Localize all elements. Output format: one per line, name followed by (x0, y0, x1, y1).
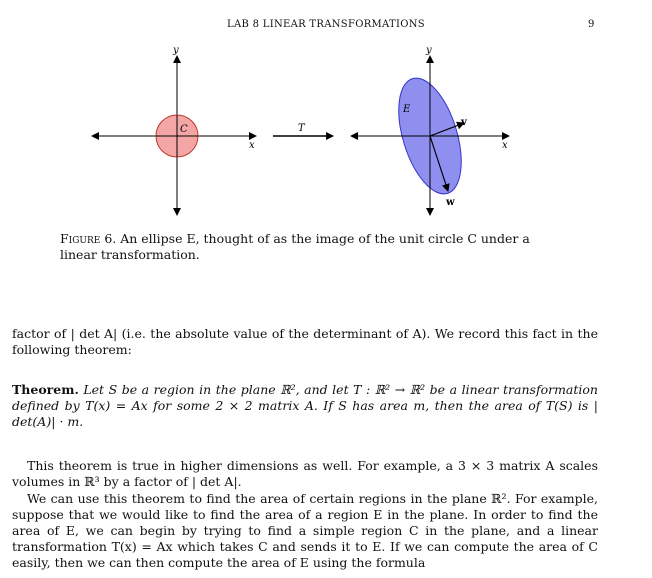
paragraph-area-method: We can use this theorem to find the area of certain regions in the plane ℝ². For example, suppose that we would like to find the area of a region E in the plane. In order to find the area of E, we can begin by trying to find a simple region C in the plane, and a linear transformation T(x) = Ax which takes C and sends it to E. If we can compute the area of C easily, then we can then compute the area of E using the formula (12, 491, 598, 570)
caption-text: An ellipse E, thought of as the image of the unit circle C under a linear transformation. (60, 231, 530, 262)
theorem-text: Let S be a region in the plane ℝ², and let T : ℝ² → ℝ² be a linear transformation defined by T(x) = Ax for some 2 × 2 matrix A. If S has area m, then the area of T(S) is | det(A)| · m. (12, 382, 598, 429)
right-x-label: x (502, 140, 508, 151)
transformation-arrow (273, 123, 333, 136)
caption-label: Figure 6. (60, 231, 117, 246)
label-t: T (298, 123, 305, 134)
theorem-label: Theorem. (12, 382, 79, 397)
paragraph-higher-dimensions: This theorem is true in higher dimensions as well. For example, a 3 × 3 matrix A scales volumes in ℝ³ by a factor of | det A|. (12, 458, 598, 489)
label-e: E (403, 104, 411, 115)
figure-caption (60, 231, 560, 263)
paragraph-determinant-factor: factor of | det A| (i.e. the absolute value of the determinant of A). We record this fact in the following theorem: (12, 326, 598, 357)
right-y-label: y (426, 45, 432, 56)
label-v: v (461, 117, 467, 128)
left-panel (92, 45, 256, 215)
running-title: LAB 8 LINEAR TRANSFORMATIONS (227, 19, 425, 30)
label-w: w (446, 197, 455, 208)
theorem-block (12, 382, 598, 430)
left-x-label: x (249, 140, 255, 151)
right-panel (351, 45, 509, 215)
page-number: 9 (588, 19, 595, 30)
label-c: C (180, 124, 188, 135)
left-y-label: y (173, 45, 179, 56)
figure-6 (0, 40, 652, 225)
